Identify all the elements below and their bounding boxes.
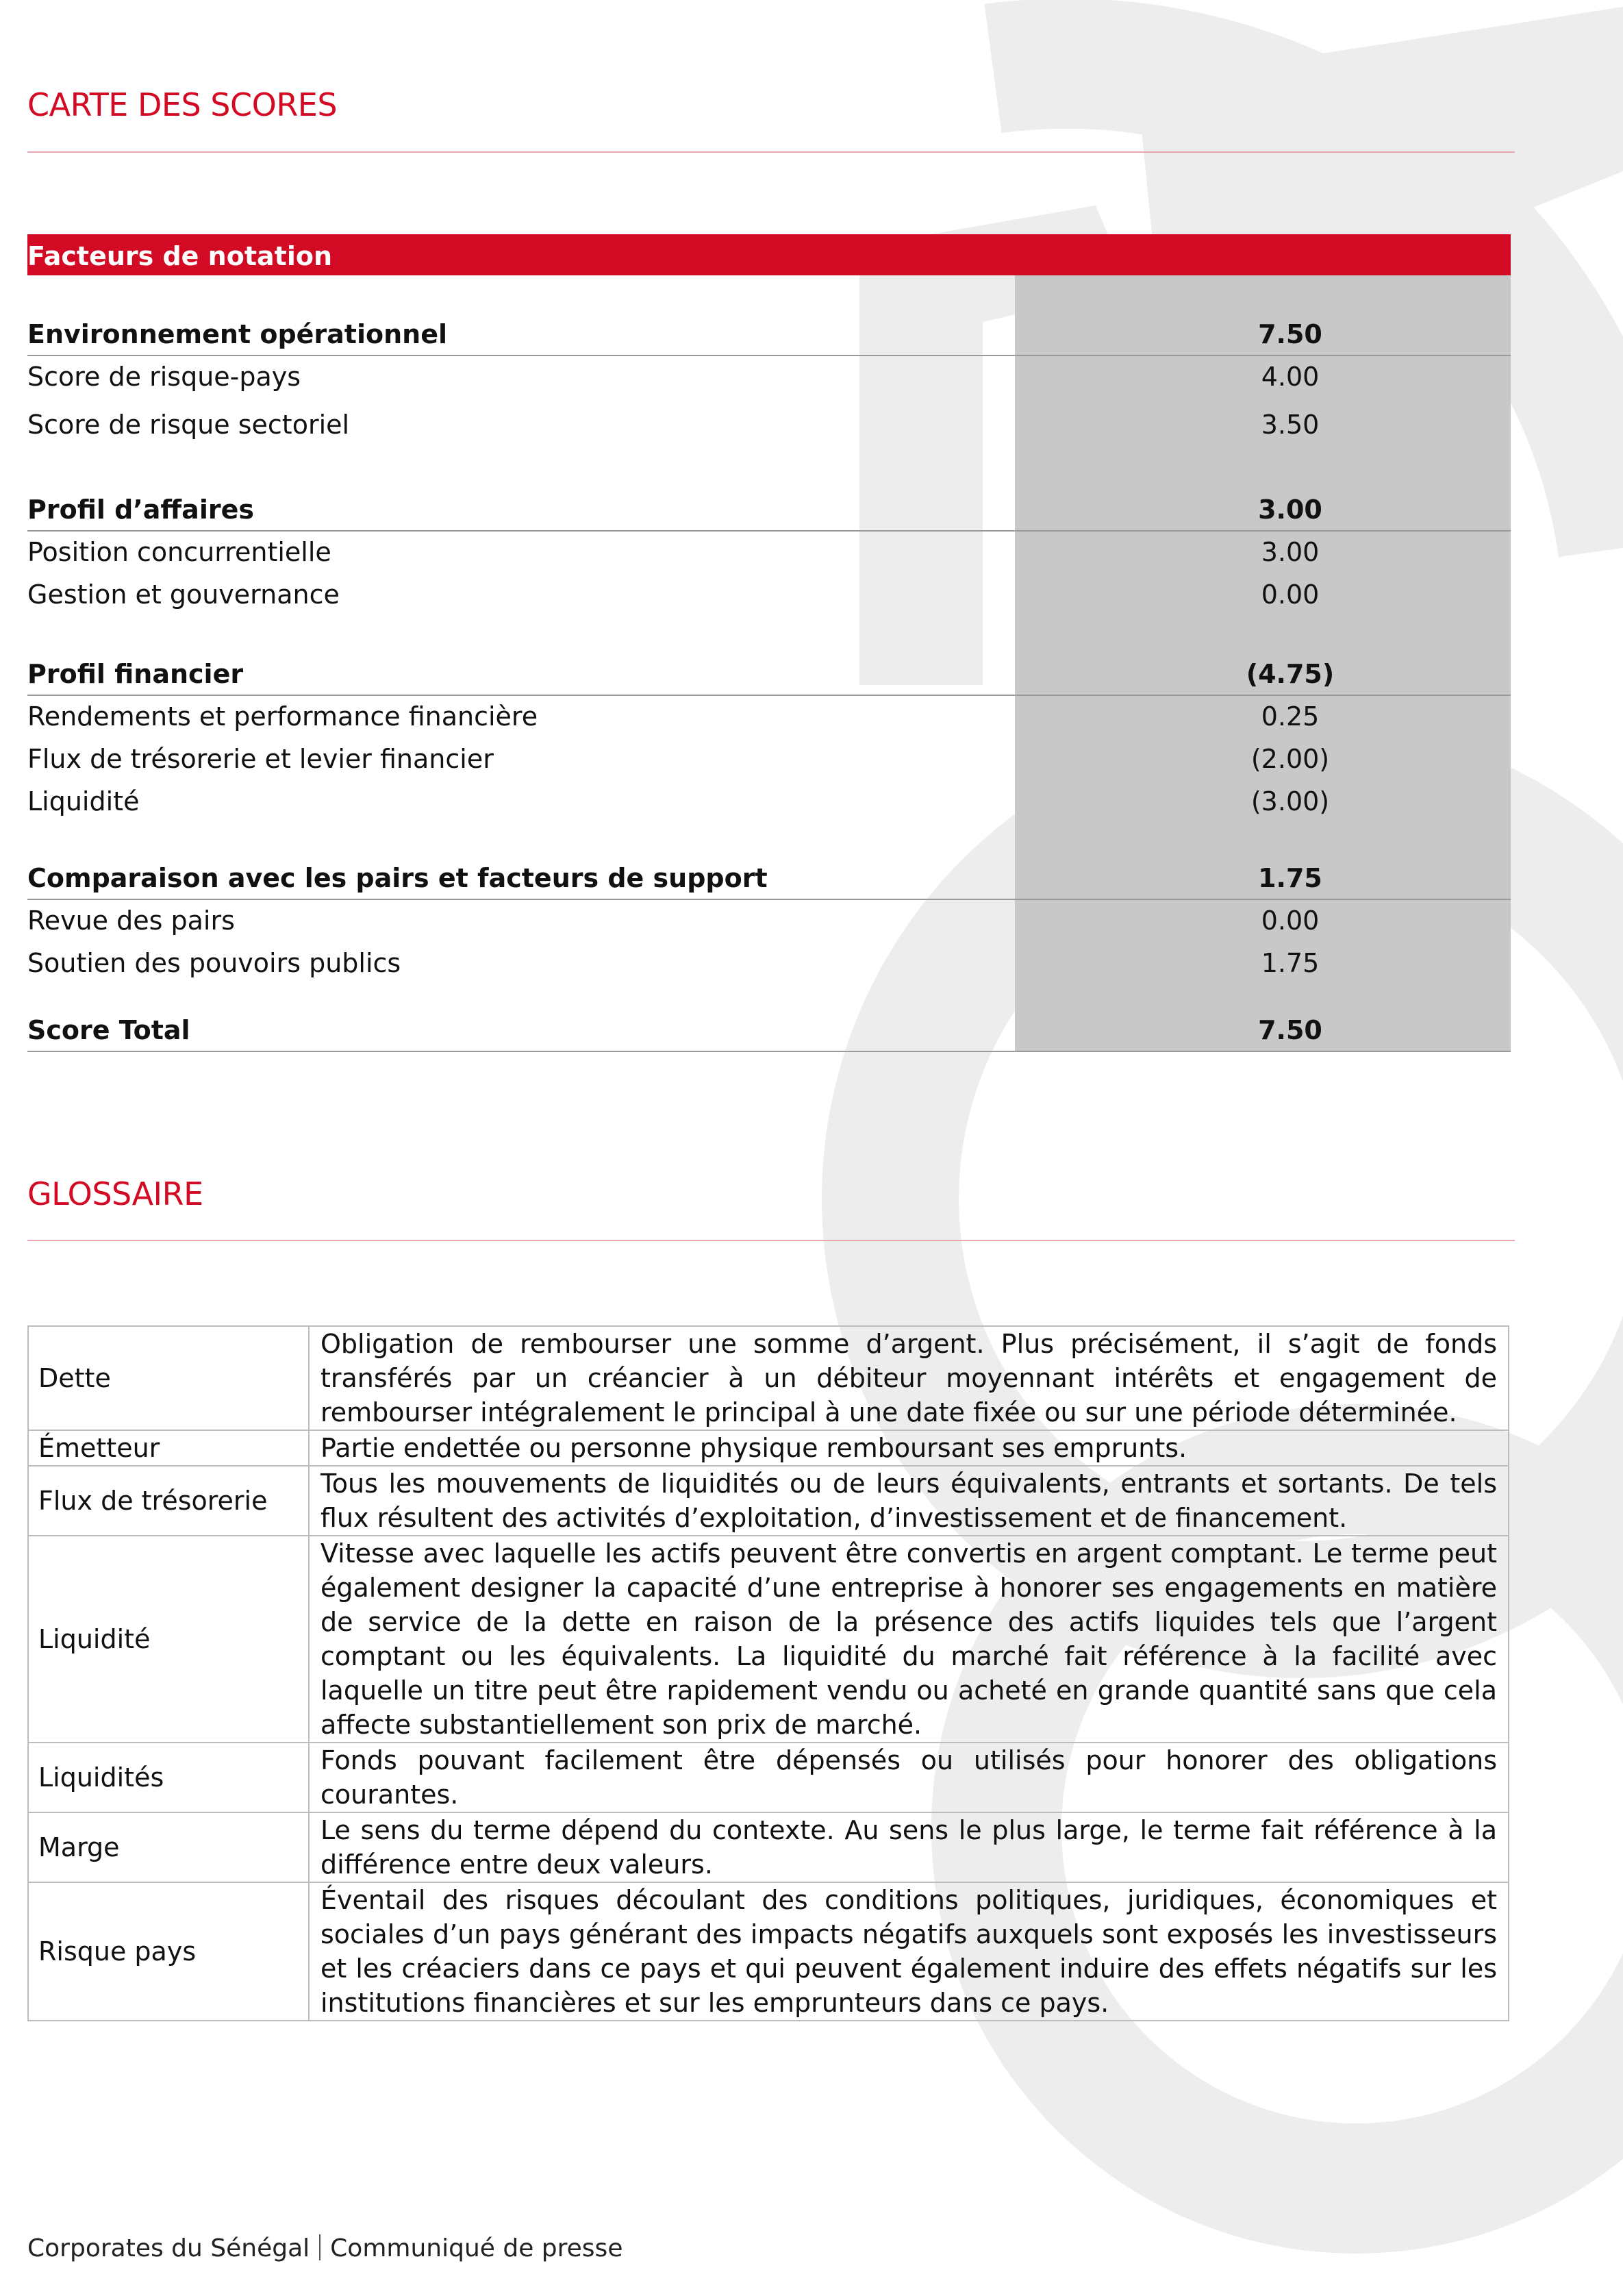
score-row-label: Comparaison avec les pairs et facteurs de support (27, 863, 768, 893)
glossary-row (28, 1466, 1509, 1536)
glossary-term: Émetteur (28, 1430, 309, 1466)
score-row-rendements (27, 695, 1511, 737)
score-row-risque-sectoriel (27, 397, 1511, 445)
score-row-flux-tresorerie (27, 737, 1511, 779)
score-row-label: Rendements et performance financière (27, 701, 538, 732)
score-row-comparaison-pairs (27, 856, 1511, 900)
score-row-total (27, 995, 1511, 1052)
glossary-row (28, 1430, 1509, 1466)
glossary-term: Flux de trésorerie (28, 1466, 309, 1536)
score-row-risque-pays (27, 355, 1511, 397)
score-row-profil-financier (27, 652, 1511, 696)
score-row-label: Score Total (27, 1015, 190, 1045)
score-row-label: Liquidité (27, 786, 140, 816)
score-row-gestion-gouvernance (27, 573, 1511, 615)
glossary-term: Liquidité (28, 1536, 309, 1743)
score-row-label: Environnement opérationnel (27, 319, 448, 349)
glossary-term: Risque pays (28, 1882, 309, 2021)
glossary-definition: Tous les mouvements de liquidités ou de leurs équivalents, entrants et sortants. De tels flux résultent des activités d’exploitation, d’investissement et de financement. (309, 1466, 1509, 1536)
glossary-term: Dette (28, 1326, 309, 1430)
score-row-profil-affaires (27, 488, 1511, 532)
score-row-value: 1.75 (1261, 948, 1320, 978)
glossary-definition: Fonds pouvant facilement être dépensés ou utilisés pour honorer des obligations courantes. (309, 1743, 1509, 1812)
footer-document-type: Communiqué de presse (330, 2234, 623, 2262)
score-table-header-label: Facteurs de notation (27, 241, 332, 271)
score-row-label: Soutien des pouvoirs publics (27, 948, 401, 978)
score-row-environnement (27, 310, 1511, 356)
score-row-value: 1.75 (1258, 863, 1322, 893)
score-row-value: (3.00) (1250, 786, 1330, 816)
footer-separator (319, 2234, 320, 2260)
score-row-label: Position concurrentielle (27, 537, 331, 567)
score-row-value: (4.75) (1246, 659, 1335, 689)
score-card-title-rule (27, 151, 1515, 153)
footer-publication: Corporates du Sénégal (27, 2234, 310, 2262)
glossary-definition: Obligation de rembourser une somme d’argent. Plus précisément, il s’agit de fonds transférés par un créancier à un débiteur moyennant intérêts et engagement de rembourser intégralement le principal à une date fixée ou sur une période déterminée. (309, 1326, 1509, 1430)
glossary-definition: Le sens du terme dépend du contexte. Au sens le plus large, le terme fait référence à la différence entre deux valeurs. (309, 1812, 1509, 1882)
score-card-title: CARTE DES SCORES (27, 86, 338, 123)
score-row-label: Flux de trésorerie et levier financier (27, 744, 494, 774)
glossary-title-rule (27, 1240, 1515, 1241)
score-row-value: 3.00 (1261, 537, 1320, 567)
glossary-definition: Éventail des risques découlant des conditions politiques, juridiques, économiques et sociales d’un pays générant des impacts négatifs auxquels sont exposés les investisseurs et les créaciers dans ce pays et qui peuvent également induire des effets négatifs sur les institutions financières et sur les emprunteurs dans ce pays. (309, 1882, 1509, 2021)
score-table-header (27, 234, 1511, 275)
score-row-value: 3.00 (1258, 495, 1322, 525)
glossary-definition: Vitesse avec laquelle les actifs peuvent être convertis en argent comptant. Le terme peut également designer la capacité d’une entreprise à honorer ses engagements en matière de service de la dette en raison de la présence des actifs liquides tels que l’argent comptant ou les équivalents. La liquidité du marché fait référence à la facilité avec laquelle un titre peut être rapidement vendu ou acheté en grande quantité sans que cela affecte substantiellement son prix de marché. (309, 1536, 1509, 1743)
score-row-value: 0.00 (1261, 579, 1320, 610)
glossary-term: Marge (28, 1812, 309, 1882)
score-row-label: Gestion et gouvernance (27, 579, 340, 610)
score-row-revue-pairs (27, 899, 1511, 941)
score-row-label: Profil financier (27, 659, 244, 689)
page-footer (27, 2234, 622, 2262)
score-row-position-concurrentielle (27, 530, 1511, 573)
score-row-soutien-pouvoirs-publics (27, 941, 1511, 984)
glossary-definition: Partie endettée ou personne physique remboursant ses emprunts. (309, 1430, 1509, 1466)
score-row-label: Profil d’affaires (27, 495, 254, 525)
score-row-value: 7.50 (1258, 319, 1322, 349)
score-row-label: Score de risque sectoriel (27, 410, 350, 440)
score-row-label: Score de risque-pays (27, 362, 301, 392)
score-row-value: (2.00) (1250, 744, 1330, 774)
glossary-row (28, 1743, 1509, 1812)
score-row-value: 0.00 (1261, 906, 1320, 936)
glossary-row (28, 1812, 1509, 1882)
score-row-value: 7.50 (1258, 1015, 1322, 1045)
glossary-table (27, 1325, 1509, 2021)
score-row-label: Revue des pairs (27, 906, 235, 936)
score-row-liquidite (27, 779, 1511, 822)
score-row-value: 0.25 (1261, 701, 1320, 732)
glossary-row (28, 1536, 1509, 1743)
glossary-row (28, 1326, 1509, 1430)
score-row-value: 3.50 (1261, 410, 1320, 440)
glossary-row (28, 1882, 1509, 2021)
glossary-term: Liquidités (28, 1743, 309, 1812)
glossary-title: GLOSSAIRE (27, 1175, 203, 1212)
score-row-value: 4.00 (1261, 362, 1320, 392)
